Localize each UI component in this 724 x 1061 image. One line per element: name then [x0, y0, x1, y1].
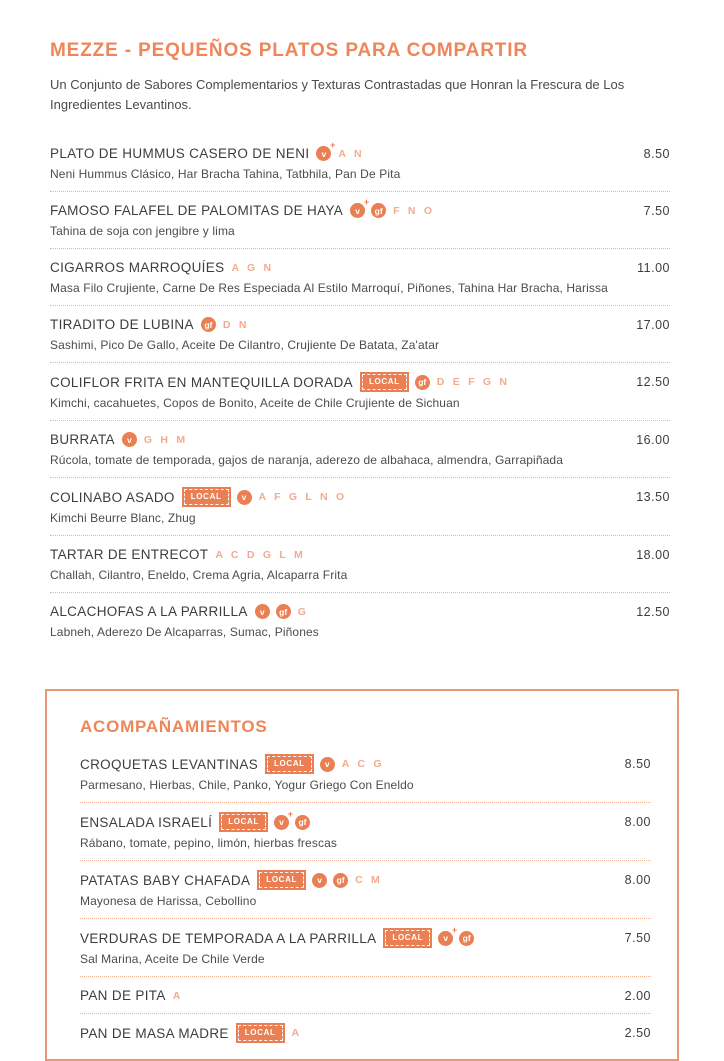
item-title-group — [80, 872, 383, 888]
local-badge: LOCAL — [221, 814, 266, 830]
menu-item-row — [50, 362, 670, 420]
item-title-group — [50, 432, 188, 447]
dish-badges — [255, 604, 291, 619]
dish-name: FAMOSO FALAFEL DE PALOMITAS DE HAYA — [50, 203, 344, 219]
gluten-free-badge: gf — [415, 375, 430, 390]
dish-name: PATATAS BABY CHAFADA — [80, 872, 251, 888]
dish-description: Parmesano, Hierbas, Chile, Panko, Yogur Griego Con Eneldo — [80, 778, 414, 793]
menu-item-row — [80, 1013, 651, 1051]
dish-name: CIGARROS MARROQUÍES — [50, 260, 225, 276]
item-title-group — [50, 317, 249, 332]
dish-badges — [219, 808, 310, 830]
gluten-free-badge: gf — [201, 317, 216, 332]
menu-item-row — [50, 305, 670, 362]
gluten-free-badge: gf — [295, 815, 310, 830]
vegetarian-badge: v — [255, 604, 270, 619]
gluten-free-badge: gf — [333, 873, 348, 888]
item-title-group — [50, 374, 510, 390]
dish-name: PAN DE PITA — [80, 988, 166, 1004]
dish-price: 18.00 — [636, 547, 670, 562]
allergen-codes: G H M — [143, 433, 188, 446]
allergen-codes: F N O — [393, 204, 435, 217]
item-head — [50, 489, 670, 505]
item-title-group — [50, 489, 347, 505]
item-title-group — [50, 197, 435, 219]
plus-icon: + — [363, 197, 370, 208]
item-head — [80, 988, 651, 1003]
dish-price: 8.50 — [643, 146, 670, 161]
allergen-codes: A N — [338, 147, 365, 160]
dish-description: Rábano, tomate, pepino, limón, hierbas frescas — [80, 836, 337, 851]
menu-item-row — [80, 918, 651, 976]
dish-description: Neni Hummus Clásico, Har Bracha Tahina, Tatbhila, Pan De Pita — [50, 167, 401, 182]
allergen-codes: D E F G N — [436, 376, 510, 389]
acompanamientos-title: ACOMPAÑAMIENTOS — [80, 717, 268, 737]
item-head — [80, 808, 651, 830]
dish-name: TIRADITO DE LUBINA — [50, 317, 194, 333]
item-head — [50, 547, 670, 562]
dish-name: COLIFLOR FRITA EN MANTEQUILLA DORADA — [50, 374, 353, 390]
item-head — [50, 432, 670, 447]
item-title-group — [50, 547, 305, 562]
plus-icon: + — [330, 140, 336, 151]
dish-name: BURRATA — [50, 432, 115, 448]
local-badge: LOCAL — [385, 930, 430, 946]
item-title-group — [50, 604, 309, 619]
item-head — [50, 260, 670, 275]
vegetarian-badge: v — [122, 432, 137, 447]
menu-item-row — [80, 860, 651, 918]
vegetarian-badge: v — [237, 490, 252, 505]
local-badge: LOCAL — [362, 374, 407, 390]
dish-badges — [316, 140, 336, 161]
allergen-codes: G — [297, 605, 309, 618]
dish-price: 2.50 — [624, 1026, 651, 1041]
allergen-codes: A C G — [341, 758, 385, 771]
page-title: MEZZE - PEQUEÑOS PLATOS PARA COMPARTIR — [50, 40, 528, 61]
menu-item-row — [50, 535, 670, 592]
item-head — [80, 1025, 651, 1041]
dish-name: CROQUETAS LEVANTINAS — [80, 756, 259, 772]
vegan-badge: v + — [350, 203, 365, 218]
menu-header — [45, 40, 679, 115]
menu-item-row — [50, 592, 670, 649]
dish-badges — [383, 924, 474, 946]
local-badge: LOCAL — [238, 1025, 283, 1041]
dish-badges — [360, 374, 430, 390]
dish-name: ALCACHOFAS A LA PARRILLA — [50, 604, 248, 620]
dish-price: 7.50 — [643, 203, 670, 218]
dish-description: Rúcola, tomate de temporada, gajos de naranja, aderezo de albahaca, almendra, Garrapiñada — [50, 453, 564, 468]
local-badge: LOCAL — [267, 756, 312, 772]
menu-item-row — [80, 976, 651, 1013]
item-head — [50, 374, 670, 390]
item-head — [80, 756, 651, 772]
allergen-codes: D N — [222, 318, 250, 331]
dish-badges — [201, 317, 216, 332]
allergen-codes: A C D G L M — [215, 548, 306, 561]
item-head — [50, 140, 670, 162]
dish-name: COLINABO ASADO — [50, 489, 175, 505]
dish-badges — [122, 432, 137, 447]
menu-item-row — [80, 745, 651, 802]
allergen-codes: A — [291, 1027, 302, 1040]
gluten-free-badge: gf — [371, 203, 386, 218]
plus-icon: + — [287, 808, 293, 819]
vegetarian-badge: v — [312, 873, 327, 888]
vegan-badge: v + — [438, 931, 453, 946]
item-title-group — [80, 808, 310, 830]
item-title-group — [80, 924, 474, 946]
mezze-item-list — [45, 135, 679, 649]
vegan-badge: v + — [274, 815, 289, 830]
allergen-codes: A G N — [231, 261, 274, 274]
dish-price: 2.00 — [624, 988, 651, 1003]
menu-item-row — [80, 802, 651, 860]
allergen-codes: C M — [355, 874, 383, 887]
menu-item-row — [50, 420, 670, 477]
dish-description: Tahina de soja con jengibre y lima — [50, 224, 235, 239]
dish-description: Kimchi, cacahuetes, Copos de Bonito, Aceite de Chile Crujiente de Sichuan — [50, 396, 460, 411]
item-head — [80, 924, 651, 946]
dish-price: 13.50 — [636, 490, 670, 505]
dish-badges — [350, 197, 386, 218]
acompanamientos-box — [45, 689, 679, 1061]
dish-price: 12.50 — [636, 604, 670, 619]
page-subtitle: Un Conjunto de Sabores Complementarios y Texturas Contrastadas que Honran la Frescura de Los Ingredientes Levantinos. — [50, 77, 625, 113]
menu-item-row — [50, 477, 670, 535]
item-title-group — [80, 988, 183, 1003]
dish-price: 17.00 — [636, 317, 670, 332]
dish-price: 8.00 — [624, 873, 651, 888]
dish-description: Kimchi Beurre Blanc, Zhug — [50, 511, 196, 526]
menu-item-row — [50, 248, 670, 305]
allergen-codes: A F G L N O — [258, 491, 347, 504]
vegetarian-badge: v — [320, 757, 335, 772]
dish-price: 16.00 — [636, 432, 670, 447]
dish-price: 8.00 — [624, 815, 651, 830]
dish-name: ENSALADA ISRAELÍ — [80, 814, 213, 830]
acompanamientos-item-list — [75, 745, 653, 1051]
plus-icon: + — [451, 924, 458, 935]
dish-description: Challah, Cilantro, Eneldo, Crema Agria, Alcaparra Frita — [50, 568, 348, 583]
dish-name: PLATO DE HUMMUS CASERO DE NENI — [50, 146, 310, 162]
item-title-group — [50, 140, 365, 162]
dish-name: TARTAR DE ENTRECOT — [50, 547, 209, 563]
menu-item-row — [50, 135, 670, 191]
dish-description: Sashimi, Pico De Gallo, Aceite De Cilantro, Crujiente De Batata, Za'atar — [50, 338, 440, 353]
vegan-badge: v + — [316, 146, 331, 161]
gluten-free-badge: gf — [459, 931, 474, 946]
dish-badges — [182, 489, 252, 505]
dish-price: 12.50 — [636, 375, 670, 390]
gluten-free-badge: gf — [276, 604, 291, 619]
dish-description: Labneh, Aderezo De Alcaparras, Sumac, Piñones — [50, 625, 319, 640]
dish-name: VERDURAS DE TEMPORADA A LA PARRILLA — [80, 930, 377, 946]
dish-description: Mayonesa de Harissa, Cebollino — [80, 894, 257, 909]
item-title-group — [80, 756, 384, 772]
dish-badges — [236, 1025, 285, 1041]
item-title-group — [80, 1025, 302, 1041]
dish-badges — [257, 872, 348, 888]
allergen-codes: A — [172, 989, 184, 1002]
item-head — [80, 872, 651, 888]
menu-item-row — [50, 191, 670, 248]
local-badge: LOCAL — [259, 872, 304, 888]
dish-description: Masa Filo Crujiente, Carne De Res Especiada Al Estilo Marroquí, Piñones, Tahina Har Bracha, Harissa — [50, 281, 608, 296]
item-head — [50, 197, 670, 219]
dish-price: 7.50 — [624, 931, 651, 946]
item-head — [50, 604, 670, 619]
dish-price: 8.50 — [624, 757, 651, 772]
local-badge: LOCAL — [184, 489, 229, 505]
dish-name: PAN DE MASA MADRE — [80, 1025, 229, 1041]
dish-price: 11.00 — [637, 260, 670, 275]
item-title-group — [50, 260, 274, 275]
dish-description: Sal Marina, Aceite De Chile Verde — [80, 952, 265, 967]
dish-badges — [265, 756, 335, 772]
item-head — [50, 317, 670, 332]
